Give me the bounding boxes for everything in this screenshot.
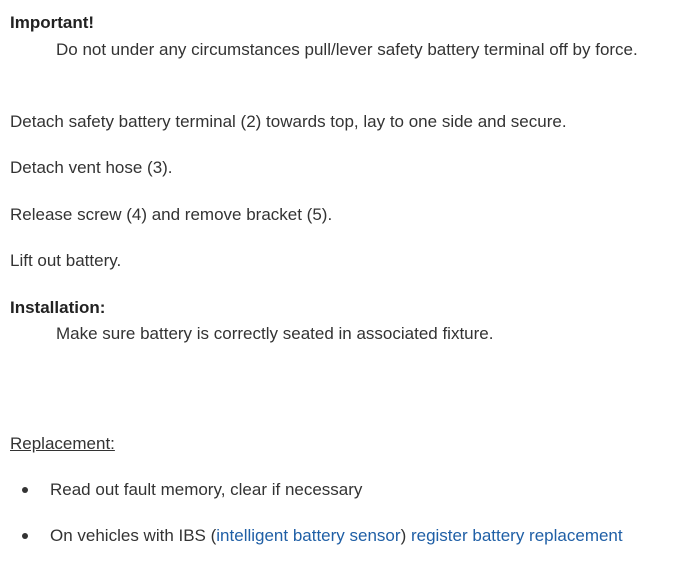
bullet-text-ibs-mid: ) — [400, 526, 411, 545]
list-item — [18, 479, 362, 501]
bullet-icon — [22, 533, 28, 539]
important-note: Do not under any circumstances pull/lever safety battery terminal off by force. — [56, 40, 638, 59]
step-detach-vent-hose: Detach vent hose (3). — [10, 158, 173, 177]
step-lift-out-battery: Lift out battery. — [10, 251, 122, 270]
register-battery-replacement-link[interactable]: register battery replacement — [410, 526, 623, 545]
installation-note: Make sure battery is correctly seated in associated fixture. — [56, 324, 494, 343]
list-item — [18, 525, 623, 547]
installation-heading: Installation: — [10, 298, 106, 317]
bullet-text-ibs-prefix: On vehicles with IBS ( — [50, 526, 217, 545]
bullet-text-fault-memory: Read out fault memory, clear if necessary — [50, 480, 363, 499]
intelligent-battery-sensor-link[interactable]: intelligent battery sensor — [216, 526, 401, 545]
bullet-icon — [22, 487, 28, 493]
bullet-text-ibs — [50, 525, 623, 547]
step-detach-terminal: Detach safety battery terminal (2) towards top, lay to one side and secure. — [10, 112, 567, 131]
step-release-screw: Release screw (4) and remove bracket (5). — [10, 205, 333, 224]
important-heading: Important! — [10, 13, 95, 32]
replacement-heading: Replacement: — [10, 434, 115, 453]
